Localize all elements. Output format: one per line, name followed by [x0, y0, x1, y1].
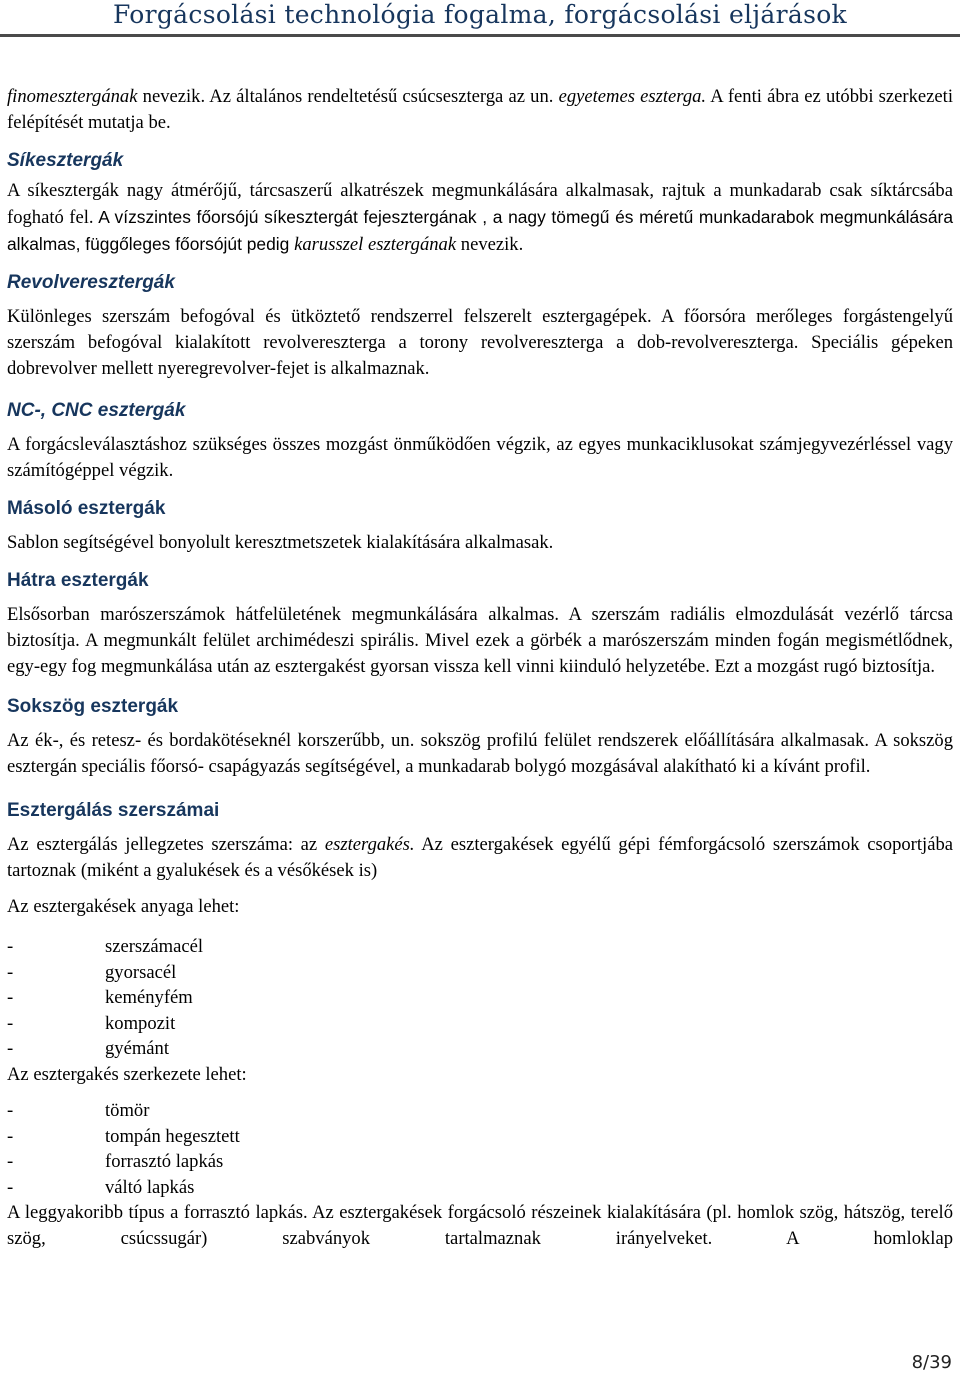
- heading-szerszamai: Esztergálás szerszámai: [7, 800, 220, 821]
- heading-nc-cnc: NC-, CNC esztergák: [7, 400, 186, 421]
- list-item: - tömör: [105, 1098, 953, 1124]
- intro-emphasis-2: egyetemes eszterga.: [558, 86, 707, 107]
- list-item: - kompozit: [105, 1011, 953, 1037]
- anyag-list: [7, 934, 953, 1062]
- szerkezet-label: Az esztergakés szerkezete lehet:: [7, 1063, 247, 1085]
- szerszamai-text-1: Az esztergálás jellegzetes szerszáma: az: [7, 834, 325, 855]
- masolo-paragraph: Sablon segítségével bonyolult keresztmetszetek kialakítására alkalmasak.: [7, 532, 554, 553]
- intro-paragraph: [7, 84, 953, 136]
- list-item: - tompán hegesztett: [105, 1124, 953, 1150]
- intro-text-1: nevezik. Az általános rendeltetésű csúcseszterga az un.: [137, 86, 559, 107]
- sik-text-1: A síkesztergák nagy átmérőjű, tárcsaszerű alkatrészek megmunkálására alkalmasak, rajtuk a munkadarab csak síktárcsába fogható fel.: [7, 180, 953, 228]
- list-item: - gyémánt: [105, 1036, 953, 1062]
- hatra-paragraph: Elsősorban marószerszámok hátfelületének megmunkálására alkalmas. A szerszám radiális elmozdulását vezérlő tárcsa biztosítja. A megmunkált felület archimédeszi spirális. Mivel ezek a görbék a marószerszám minden fogán megismétlődnek, egy-egy fog megmunkálása után az esztergakést gyorsan vissza kell vinni kiinduló helyzetébe. Ezt a mozgást rugó biztosítja.: [7, 604, 953, 677]
- anyag-label: Az esztergakések anyaga lehet:: [7, 896, 240, 917]
- page-header: [0, 0, 960, 34]
- list-item: - forrasztó lapkás: [105, 1149, 953, 1175]
- revolver-paragraph: Különleges szerszám befogóval és ütköztető rendszerrel felszerelt esztergagépek. A főorsóra merőleges forgástengelyű szerszám befogóval kialakított revolvereszterga a torony revolvereszterga a dob-revolvereszterga. Speciális gépeken dobrevolver mellett nyeregrevolver-fejet is alkalmaznak.: [7, 306, 953, 379]
- list-item: - váltó lapkás: [105, 1175, 953, 1201]
- heading-sokszog: Sokszög esztergák: [7, 696, 179, 717]
- sik-text-2: A vízszintes főorsójú síkesztergát fejesztergának , a nagy tömegű és méretű munkadarabok megmunkálására alkalmas, függőleges főorsójút pedig: [7, 207, 954, 254]
- heading-sikesztergak: Síkesztergák: [7, 150, 124, 171]
- heading-masolo: Másoló esztergák: [7, 498, 166, 519]
- intro-text-2: A fenti ábra ez utóbbi szerkezeti felépítését mutatja be.: [7, 86, 953, 133]
- sokszog-paragraph: Az ék-, és retesz- és bordakötéseknél korszerűbb, un. sokszög profilú felület rendszerek előállítására alkalmasak. A sokszög esztergán speciális főorsó- csapágyazás segítségével, a munkadarab bolygó mozgásával alakítható ki a kívánt profil.: [7, 730, 953, 777]
- szerszamai-text-2: Az esztergakések egyélű gépi fémforgácsoló szerszámok csoportjába tartoznak (miként a gyalukések és a vésőkések is): [7, 834, 954, 881]
- sik-paragraph: [7, 178, 953, 258]
- sik-text-3: nevezik.: [456, 234, 524, 255]
- nc-paragraph: A forgácsleválasztáshoz szükséges összes mozgást önműködően végzik, az egyes munkaciklusokat számjegyvezérléssel vagy számítógéppel végzik.: [7, 434, 953, 481]
- document-title: Forgácsolási technológia fogalma, forgácsolási eljárások: [113, 0, 847, 29]
- szerszamai-paragraph: [7, 832, 953, 884]
- intro-emphasis-1: finomesztergának: [7, 86, 138, 107]
- list-item: - gyorsacél: [105, 960, 953, 986]
- szerkezet-list: [7, 1098, 953, 1200]
- document-body: [7, 84, 953, 1252]
- szerszamai-emphasis: esztergakés.: [324, 834, 415, 855]
- list-item: - keményfém: [105, 985, 953, 1011]
- heading-revolveresztergak: Revolveresztergák: [7, 272, 175, 293]
- header-rule: [0, 34, 960, 37]
- page-number: 8/39: [911, 1352, 952, 1373]
- last-paragraph: A leggyakoribb típus a forrasztó lapkás. Az esztergakések forgácsoló részeinek kialakítására (pl. homlok szög, hátszög, terelő szög, csúcssugár) szabványok tartalmaznak irányelveket. A homloklap: [7, 1202, 953, 1250]
- sik-emphasis: karusszel esztergának: [294, 234, 457, 255]
- list-item: - szerszámacél: [105, 934, 953, 960]
- heading-hatra: Hátra esztergák: [7, 570, 149, 591]
